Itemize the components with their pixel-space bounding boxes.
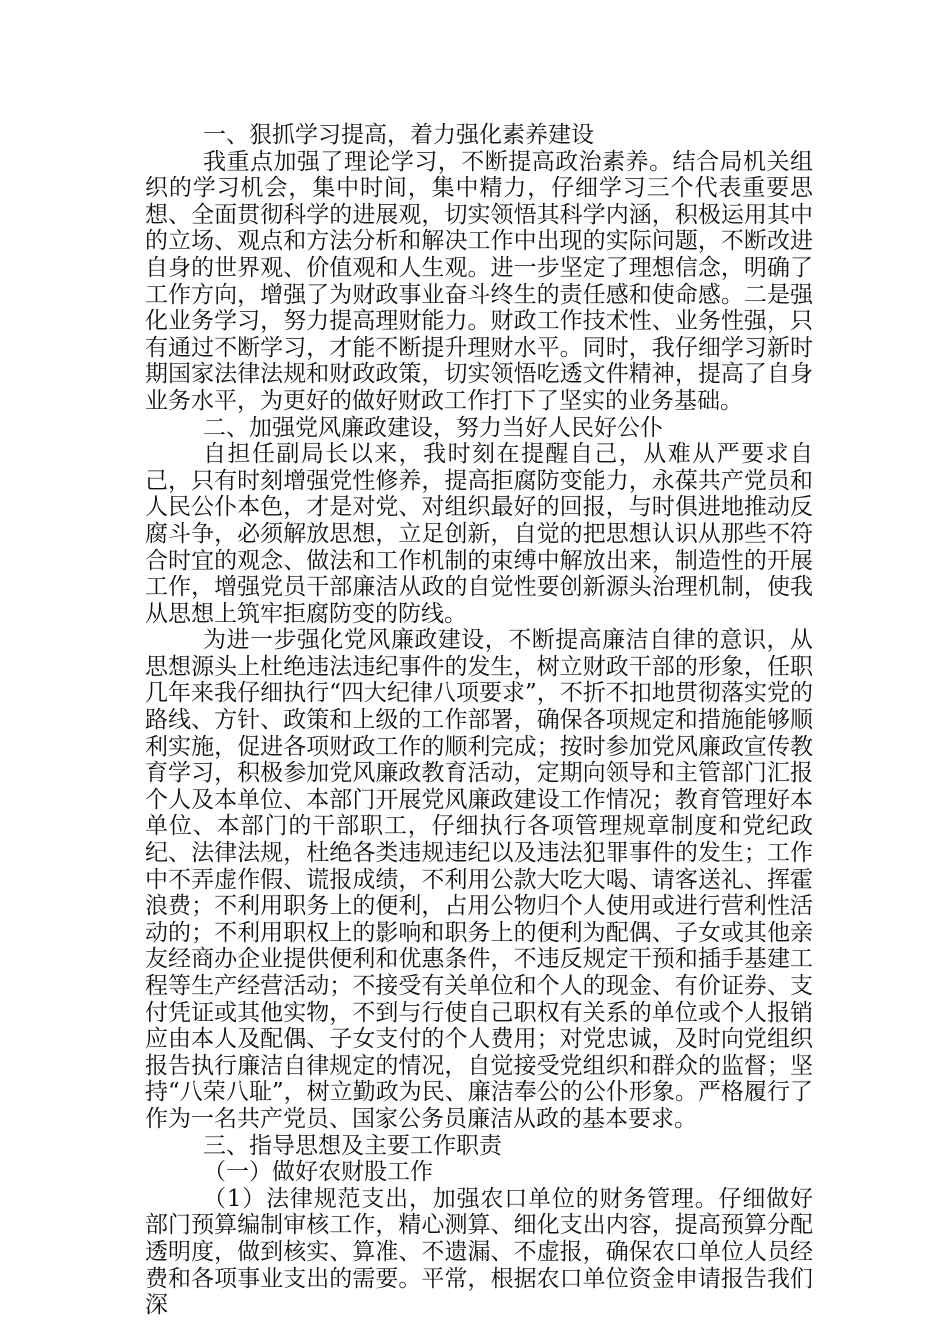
section-3-subheading: （一）做好农财股工作	[203, 1159, 433, 1186]
section-heading-1: 一、狠抓学习提高，着力强化素养建设	[203, 122, 594, 148]
section-heading-3: 三、指导思想及主要工作职责	[203, 1132, 502, 1159]
section-2-paragraph-2: 为进一步强化党风廉政建设，不断提高廉洁自律的意识，从思想源头上杜绝违法违纪事件的发生，树立财政干部的形象，任职几年来我仔细执行“四大纪律八项要求”，不折不扣地贯彻落实党的路线、方针、政策和上级的工作部署，确保各项规定和措施能够顺利实施，促进各项财政工作的顺利完成；按时参加党风廉政宣传教育学习，积极参加党风廉政教育活动，定期向领导和主管部门汇报个人及本单位、本部门开展党风廉政建设工作情况；教育管理好本单位、本部门的干部职工，仔细执行各项管理规章制度和党纪政纪、法律法规，杜绝各类违规违纪以及违法犯罪事件的发生；工作中不弄虚作假、谎报成绩，不利用公款大吃大喝、请客送礼、挥霍浪费；不利用职务上的便利，占用公物归个人使用或进行营利性活动的；不利用职权上的影响和职务上的便利为配偶、子女或其他亲友经商办企业提供便利和优惠条件，不违反规定干预和插手基建工程等生产经营活动；不接受有关单位和个人的现金、有价证券、支付凭证或其他实物，不到与行使自己职权有关系的单位或个人报销应由本人及配偶、子女支付的个人费用；对党忠诚，及时向党组织报告执行廉洁自律规定的情况，自觉接受党组织和群众的监督；坚持“八荣八耻”，树立勤政为民、廉洁奉公的公仆形象。严格履行了作为一名共产党员、国家公务员廉洁从政的基本要求。	[145, 627, 813, 1132]
section-2-paragraph-1: 自担任副局长以来，我时刻在提醒自己，从难从严要求自己，只有时刻增强党性修养，提高拒腐防变能力，永葆共产党员和人民公仆本色，才是对党、对组织最好的回报，与时俱进地推动反腐斗争，必须解放思想，立足创新，自觉的把思想认识从那些不符合时宜的观念、做法和工作机制的束缚中解放出来，制造性的开展工作，增强党员干部廉洁从政的自觉性要创新源头治理机制，使我从思想上筑牢拒腐防变的防线。	[145, 441, 813, 627]
section-3-paragraph-1: （1）法律规范支出，加强农口单位的财务管理。仔细做好部门预算编制审核工作，精心测算、细化支出内容，提高预算分配透明度，做到核实、算准、不遗漏、不虚报，确保农口单位人员经费和各项事业支出的需要。平常，根据农口单位资金申请报告我们深	[145, 1185, 813, 1319]
section-heading-2: 二、加强党风廉政建设，努力当好人民好公仆	[203, 414, 663, 441]
document-page	[145, 122, 813, 1319]
section-1-paragraph: 我重点加强了理论学习，不断提高政治素养。结合局机关组织的学习机会，集中时间，集中精力，仔细学习三个代表重要思想、全面贯彻科学的进展观，切实领悟其科学内涵，积极运用其中的立场、观点和方法分析和解决工作中出现的实际问题，不断改进自身的世界观、价值观和人生观。进一步坚定了理想信念，明确了工作方向，增强了为财政事业奋斗终生的责任感和使命感。二是强化业务学习，努力提高理财能力。财政工作技术性、业务性强，只有通过不断学习，才能不断提升理财水平。同时，我仔细学习新时期国家法律法规和财政政策，切实领悟吃透文件精神，提高了自身业务水平，为更好的做好财政工作打下了坚实的业务基础。	[145, 148, 813, 414]
